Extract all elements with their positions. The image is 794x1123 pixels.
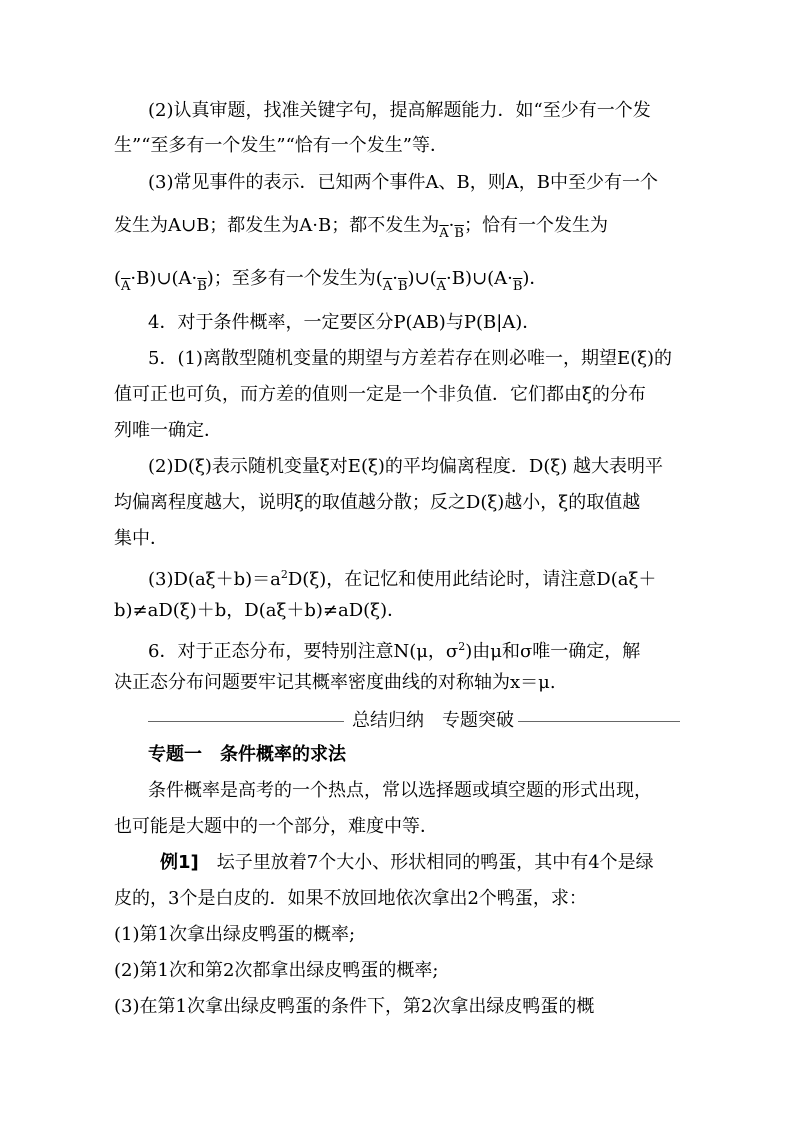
paragraph-line: 5．(1)离散型随机变量的期望与方差若存在则必唯一，期望E(ξ)的	[148, 348, 673, 369]
text-run: 坛子里放着7个大小、形状相同的鸭蛋，其中有4个是绿	[198, 852, 654, 873]
paragraph-line	[114, 266, 547, 300]
paragraph-line: 皮的，3个是白皮的．如果不放回地依次拿出2个鸭蛋，求：	[114, 888, 587, 909]
paragraph-line: 值可正也可负，而方差的值则一定是一个非负值．它们都由ξ的分布	[114, 384, 646, 405]
text-run: ·	[448, 215, 455, 236]
paragraph-line: 4．对于条件概率，一定要区分P(AB)与P(B|A)．	[148, 312, 541, 333]
overline-symbol: B	[397, 279, 408, 294]
divider-rule-right	[518, 721, 680, 722]
paragraph-line: (2)D(ξ)表示随机变量ξ对E(ξ)的平均偏离程度．D(ξ) 越大表明平	[148, 456, 664, 477]
paragraph-line: 列唯一确定．	[114, 420, 222, 441]
example-label: 例1]	[160, 852, 199, 873]
divider-label: 总结归纳 专题突破	[352, 710, 514, 731]
paragraph-line: 条件概率是高考的一个热点，常以选择题或填空题的形式出现，	[148, 780, 652, 801]
text-run: (3)D(aξ＋b)＝a	[148, 569, 281, 590]
text-run: D(ξ)，在记忆和使用此结论时，请注意D(aξ＋	[287, 569, 657, 590]
text-run: ；恰有一个发生为	[463, 215, 608, 236]
overline-symbol: A	[436, 279, 447, 294]
overline-symbol: A	[439, 226, 449, 241]
paragraph-line	[148, 562, 656, 593]
paragraph-line: (3)常见事件的表示．已知两个事件A、B，则A，B中至少有一个	[148, 172, 658, 193]
superscript: 2	[458, 640, 466, 653]
divider-rule-left	[148, 721, 344, 722]
text-run: )由μ和σ唯一确定，解	[465, 641, 641, 662]
paragraph-line: b)≠aD(ξ)＋b，D(aξ＋b)≠aD(ξ)．	[114, 600, 406, 621]
paragraph-line	[148, 634, 640, 665]
paragraph-line: 生”“至多有一个发生”“恰有一个发生”等．	[114, 135, 449, 156]
question-line: (2)第1次和第2次都拿出绿皮鸭蛋的概率;	[114, 960, 439, 981]
section-title: 专题一 条件概率的求法	[148, 744, 346, 765]
text-run: )．	[522, 268, 548, 289]
question-line: (3)在第1次拿出绿皮鸭蛋的条件下，第2次拿出绿皮鸭蛋的概	[114, 996, 595, 1017]
paragraph-line	[114, 213, 608, 247]
question-line: (1)第1次拿出绿皮鸭蛋的概率;	[114, 924, 356, 945]
overline-symbol: B	[454, 226, 464, 241]
text-run: 发生为A∪B；都发生为A·B；都不发生为	[114, 215, 440, 236]
superscript: 2	[280, 568, 288, 581]
paragraph-line: 决正态分布问题要牢记其概率密度曲线的对称轴为x＝μ.	[114, 672, 556, 693]
text-run: ·B)∪(A·	[446, 268, 513, 289]
overline-symbol: A	[382, 279, 393, 294]
paragraph-line: 也可能是大题中的一个部分，难度中等．	[114, 816, 438, 837]
paragraph-line: 集中．	[114, 528, 168, 549]
section-divider	[148, 708, 680, 734]
text-run: )；至多有一个发生为(	[206, 268, 383, 289]
text-run: )∪(	[407, 268, 437, 289]
text-run: 6．对于正态分布，要特别注意N(μ，σ	[148, 641, 459, 662]
overline-symbol: B	[512, 279, 523, 294]
text-run: ·	[392, 268, 398, 289]
paragraph-line: (2)认真审题，找准关键字句，提高解题能力．如“至少有一个发	[148, 100, 651, 121]
overline-symbol: B	[197, 279, 207, 294]
example-line	[160, 850, 654, 876]
text-run: ·B)∪(A·	[130, 268, 198, 289]
paragraph-line: 均偏离程度越大，说明ξ的取值越分散；反之D(ξ)越小，ξ的取值越	[114, 492, 641, 513]
overline-symbol: A	[121, 279, 131, 294]
text-run: (	[114, 268, 122, 289]
